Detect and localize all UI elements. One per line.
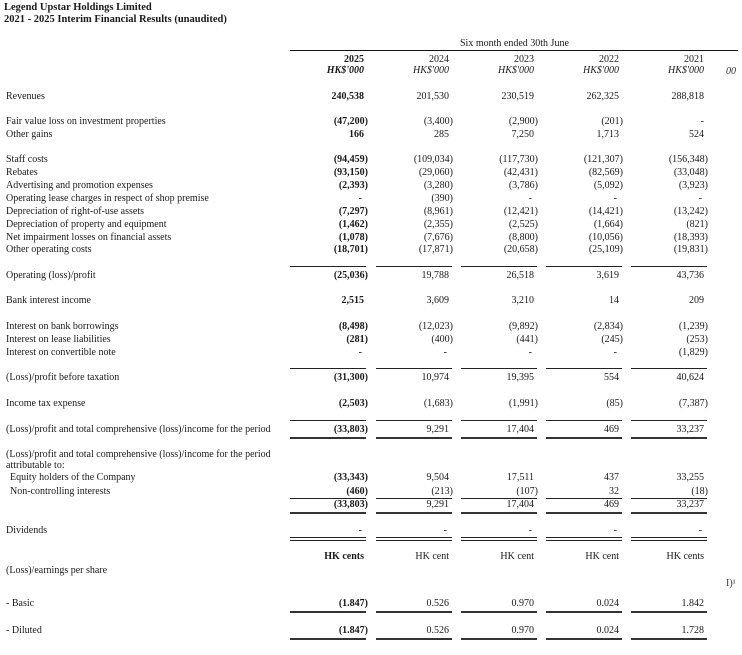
- value-2025: (33,803): [333, 424, 368, 435]
- value-2025: (1.847): [338, 625, 368, 636]
- value-2023: -: [528, 525, 532, 536]
- row-label: (Loss)/profit and total comprehensive (loss)/income for the period: [6, 424, 271, 435]
- value-2025: 240,538: [331, 91, 364, 102]
- value-2024: -: [443, 347, 447, 358]
- value-2025: 2,515: [341, 295, 364, 306]
- value-2023: 3,210: [511, 295, 534, 306]
- value-2022: 554: [604, 372, 619, 383]
- value-2022: 262,325: [586, 91, 619, 102]
- value-2023: (8,800): [508, 232, 538, 243]
- value-2021: (156,348): [668, 154, 708, 165]
- value-2023: 7,250: [511, 129, 534, 140]
- row-total-comprehensive: [0, 424, 742, 437]
- value-2024: (7,676): [423, 232, 453, 243]
- total-rule: [290, 512, 366, 514]
- value-2022: 0.024: [596, 625, 619, 636]
- value-2024: 9,504: [426, 472, 449, 483]
- value-2021: -: [698, 525, 702, 536]
- value-2024: (8,961): [423, 206, 453, 217]
- value-2021: (18): [691, 486, 708, 497]
- subtotal-rule: [290, 420, 366, 421]
- value-2024: 3,609: [426, 295, 449, 306]
- unit-2025: HK cents: [324, 551, 364, 562]
- value-2022: (2,834): [593, 321, 623, 332]
- row-other-operating-costs: [0, 244, 742, 257]
- value-2024: (390): [431, 193, 453, 204]
- value-2022: (14,421): [588, 206, 623, 217]
- row-label: Fair value loss on investment properties: [6, 116, 166, 127]
- header-artifact: 00: [726, 66, 736, 77]
- value-2023: (117,730): [499, 154, 538, 165]
- value-2024: (17,871): [418, 244, 453, 255]
- row-label: Other gains: [6, 129, 53, 140]
- subtotal-rule: [461, 266, 537, 267]
- row-eps-heading: [0, 565, 742, 578]
- value-2024: (400): [431, 334, 453, 345]
- value-2025: (33,803): [333, 499, 368, 510]
- row-eps-diluted: [0, 625, 742, 638]
- row-depreciation-rou: [0, 206, 742, 219]
- row-label: (Loss)/earnings per share: [6, 565, 108, 576]
- value-2021: (1,239): [678, 321, 708, 332]
- column-header-2021: [634, 54, 704, 76]
- unit-2021: HK cents: [666, 551, 704, 562]
- value-2023: 17,404: [506, 499, 534, 510]
- value-2024: (3,280): [423, 180, 453, 191]
- value-2023: 17,511: [506, 472, 534, 483]
- value-2021: 43,736: [676, 270, 704, 281]
- row-profit-before-tax: [0, 372, 742, 385]
- column-header-2023: [464, 54, 534, 76]
- total-rule: [546, 437, 622, 439]
- row-label: Depreciation of property and equipment: [6, 219, 167, 230]
- row-income-tax: [0, 398, 742, 411]
- value-2023: (441): [516, 334, 538, 345]
- value-2023: (42,431): [503, 167, 538, 178]
- row-eps-basic: [0, 598, 742, 611]
- total-rule: [461, 638, 537, 640]
- value-2025: (2,503): [338, 398, 368, 409]
- total-rule: [376, 611, 452, 613]
- value-2021: (18,393): [673, 232, 708, 243]
- subtotal-rule: [631, 266, 707, 267]
- column-unit: HK$'000: [412, 65, 449, 76]
- row-eps-units: [0, 551, 742, 564]
- value-2022: (10,056): [588, 232, 623, 243]
- value-2025: (8,498): [338, 321, 368, 332]
- value-2024: 0.526: [426, 598, 449, 609]
- value-2024: (29,060): [418, 167, 453, 178]
- subtotal-rule: [631, 368, 707, 369]
- value-2024: 201,530: [416, 91, 449, 102]
- value-2022: (25,109): [588, 244, 623, 255]
- row-attributable-total: [0, 499, 742, 512]
- row-label: Operating lease charges in respect of shop premise: [6, 193, 209, 204]
- row-fair-value-loss: [0, 116, 742, 129]
- value-2024: 10,974: [421, 372, 449, 383]
- total-rule: [546, 638, 622, 640]
- value-2022: (121,307): [583, 154, 623, 165]
- row-label: attributable to:: [6, 460, 65, 471]
- row-interest-convertible-note: [0, 347, 742, 360]
- value-2021: 40,624: [676, 372, 704, 383]
- value-2025: (1,462): [338, 219, 368, 230]
- value-2021: 33,255: [676, 472, 704, 483]
- value-2023: 0.970: [511, 598, 534, 609]
- value-2022: 1,713: [596, 129, 619, 140]
- value-2025: (47,200): [333, 116, 368, 127]
- row-interest-bank-borrowings: [0, 321, 742, 334]
- value-2025: (7,297): [338, 206, 368, 217]
- row-label: - Diluted: [6, 625, 42, 636]
- value-2021: (7,387): [678, 398, 708, 409]
- column-unit: HK$'000: [326, 65, 364, 76]
- row-label: Operating (loss)/profit: [6, 270, 96, 281]
- total-rule: [546, 512, 622, 514]
- value-2023: (9,892): [508, 321, 538, 332]
- column-year: 2022: [599, 54, 619, 65]
- value-2024: (213): [431, 486, 453, 497]
- value-2021: 288,818: [671, 91, 704, 102]
- value-2025: 166: [349, 129, 364, 140]
- total-rule: [376, 437, 452, 439]
- row-operating-lease: [0, 193, 742, 206]
- value-2023: 19,395: [506, 372, 534, 383]
- row-label: Rebates: [6, 167, 38, 178]
- value-2024: (1,683): [423, 398, 453, 409]
- row-other-gains: [0, 129, 742, 142]
- total-rule: [546, 611, 622, 613]
- value-2022: -: [613, 525, 617, 536]
- value-2025: (33,343): [333, 472, 368, 483]
- total-rule: [631, 638, 707, 640]
- subtotal-rule: [461, 420, 537, 421]
- value-2024: 9,291: [426, 499, 449, 510]
- eps-artifact: I)¹: [726, 578, 736, 589]
- value-2024: (12,023): [418, 321, 453, 332]
- value-2022: 469: [604, 424, 619, 435]
- row-operating-profit: [0, 270, 742, 283]
- column-unit: HK$'000: [582, 65, 619, 76]
- subtotal-rule: [631, 420, 707, 421]
- row-label: (Loss)/profit and total comprehensive (loss)/income for the period: [6, 449, 271, 460]
- column-year: 2024: [429, 54, 449, 65]
- period-label: Six month ended 30th June: [460, 38, 569, 49]
- row-label: Staff costs: [6, 154, 48, 165]
- row-label: Non-controlling interests: [10, 486, 111, 497]
- value-2024: 9,291: [426, 424, 449, 435]
- value-2021: (821): [686, 219, 708, 230]
- subtotal-rule: [546, 266, 622, 267]
- value-2022: 32: [609, 486, 619, 497]
- row-interest-lease-liabilities: [0, 334, 742, 347]
- value-2022: 0.024: [596, 598, 619, 609]
- value-2023: -: [528, 193, 532, 204]
- value-2022: (1,664): [593, 219, 623, 230]
- value-2023: 17,404: [506, 424, 534, 435]
- value-2024: 19,788: [421, 270, 449, 281]
- column-year: 2023: [514, 54, 534, 65]
- value-2025: (94,459): [333, 154, 368, 165]
- value-2023: (2,525): [508, 219, 538, 230]
- value-2021: 1.842: [681, 598, 704, 609]
- value-2025: (93,150): [333, 167, 368, 178]
- value-2024: -: [443, 525, 447, 536]
- value-2021: (33,048): [673, 167, 708, 178]
- value-2023: (107): [516, 486, 538, 497]
- row-label: (Loss)/profit before taxation: [6, 372, 120, 383]
- value-2022: (5,092): [593, 180, 623, 191]
- document-title: Legend Upstar Holdings Limited: [4, 2, 152, 13]
- row-label: Bank interest income: [6, 295, 91, 306]
- row-staff-costs: [0, 154, 742, 167]
- column-year: 2021: [684, 54, 704, 65]
- value-2022: (85): [606, 398, 623, 409]
- column-year: 2025: [344, 54, 364, 65]
- unit-2022: HK cent: [585, 551, 619, 562]
- value-2021: (13,242): [673, 206, 708, 217]
- total-rule: [631, 537, 707, 541]
- value-2022: -: [613, 347, 617, 358]
- subtotal-rule: [376, 420, 452, 421]
- subtotal-rule: [546, 420, 622, 421]
- value-2023: (20,658): [503, 244, 538, 255]
- total-rule: [376, 638, 452, 640]
- value-2025: (31,300): [333, 372, 368, 383]
- total-rule: [290, 437, 366, 439]
- total-rule: [461, 611, 537, 613]
- value-2022: -: [613, 193, 617, 204]
- column-header-2024: [379, 54, 449, 76]
- value-2021: -: [698, 193, 702, 204]
- subtotal-rule: [376, 368, 452, 369]
- value-2021: -: [700, 116, 704, 127]
- value-2023: (2,900): [508, 116, 538, 127]
- row-label: Interest on bank borrowings: [6, 321, 119, 332]
- value-2023: (3,786): [508, 180, 538, 191]
- value-2024: (2,355): [423, 219, 453, 230]
- unit-2024: HK cent: [415, 551, 449, 562]
- row-label: Advertising and promotion expenses: [6, 180, 153, 191]
- value-2024: 0.526: [426, 625, 449, 636]
- value-2021: (3,923): [678, 180, 708, 191]
- row-label: - Basic: [6, 598, 35, 609]
- column-unit: HK$'000: [667, 65, 704, 76]
- subtotal-rule: [290, 266, 366, 267]
- row-label: Interest on convertible note: [6, 347, 116, 358]
- document-subtitle: 2021 - 2025 Interim Financial Results (unaudited): [4, 14, 227, 25]
- value-2025: -: [358, 347, 362, 358]
- value-2021: 33,237: [676, 424, 704, 435]
- row-depreciation-ppe: [0, 219, 742, 232]
- row-label: Interest on lease liabilities: [6, 334, 111, 345]
- total-rule: [461, 437, 537, 439]
- total-rule: [631, 512, 707, 514]
- row-label: Equity holders of the Company: [10, 472, 136, 483]
- value-2025: -: [358, 193, 362, 204]
- value-2021: 1.728: [681, 625, 704, 636]
- total-rule: [631, 437, 707, 439]
- subtotal-rule: [546, 368, 622, 369]
- value-2023: (1,991): [508, 398, 538, 409]
- total-rule: [461, 537, 537, 541]
- value-2023: (12,421): [503, 206, 538, 217]
- subtotal-rule: [376, 266, 452, 267]
- value-2025: (1.847): [338, 598, 368, 609]
- column-header-2022: [549, 54, 619, 76]
- value-2025: (2,393): [338, 180, 368, 191]
- value-2025: -: [358, 525, 362, 536]
- value-2022: 3,619: [596, 270, 619, 281]
- value-2025: (460): [346, 486, 368, 497]
- subtotal-rule: [290, 368, 366, 369]
- row-advertising: [0, 180, 742, 193]
- row-label: Net impairment losses on financial assets: [6, 232, 172, 243]
- value-2023: 26,518: [506, 270, 534, 281]
- value-2022: (82,569): [588, 167, 623, 178]
- total-rule: [461, 512, 537, 514]
- row-equity-holders: [0, 472, 742, 485]
- row-label: Revenues: [6, 91, 45, 102]
- total-rule: [290, 537, 366, 541]
- value-2021: 209: [689, 295, 704, 306]
- value-2025: (25,036): [333, 270, 368, 281]
- value-2023: 230,519: [501, 91, 534, 102]
- row-label: Dividends: [6, 525, 48, 536]
- value-2022: 469: [604, 499, 619, 510]
- value-2025: (281): [346, 334, 368, 345]
- total-rule: [376, 512, 452, 514]
- column-header-2025: [294, 54, 364, 76]
- subtotal-rule: [461, 368, 537, 369]
- value-2024: 285: [434, 129, 449, 140]
- value-2021: (253): [686, 334, 708, 345]
- value-2022: 14: [609, 295, 619, 306]
- column-unit: HK$'000: [497, 65, 534, 76]
- value-2025: (18,701): [333, 244, 368, 255]
- value-2021: (1,829): [678, 347, 708, 358]
- row-rebates: [0, 167, 742, 180]
- value-2022: (245): [601, 334, 623, 345]
- total-rule: [631, 611, 707, 613]
- period-rule: [290, 50, 738, 51]
- value-2025: (1,078): [338, 232, 368, 243]
- unit-2023: HK cent: [500, 551, 534, 562]
- total-rule: [290, 611, 366, 613]
- value-2021: (19,831): [673, 244, 708, 255]
- row-revenues: [0, 91, 742, 104]
- value-2021: 33,237: [676, 499, 704, 510]
- total-rule: [290, 638, 366, 640]
- value-2024: (109,034): [413, 154, 453, 165]
- total-rule: [546, 537, 622, 541]
- value-2022: 437: [604, 472, 619, 483]
- row-label: Income tax expense: [6, 398, 86, 409]
- value-2023: 0.970: [511, 625, 534, 636]
- value-2021: 524: [689, 129, 704, 140]
- total-rule: [376, 537, 452, 541]
- row-label: Other operating costs: [6, 244, 92, 255]
- value-2022: (201): [601, 116, 623, 127]
- row-bank-interest-income: [0, 295, 742, 308]
- row-label: Depreciation of right-of-use assets: [6, 206, 145, 217]
- value-2024: (3,400): [423, 116, 453, 127]
- value-2023: -: [528, 347, 532, 358]
